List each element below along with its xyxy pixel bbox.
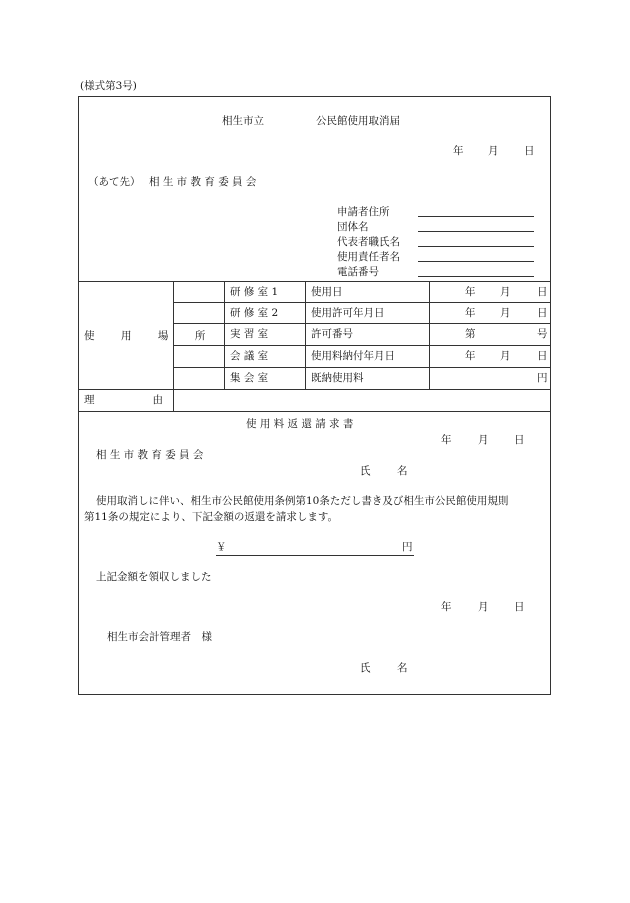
room-assembly[interactable]: 集 会 室 [230,372,269,384]
field-permit-number: 許可番号 [311,328,353,340]
addressee-prefix: （あて先） [88,176,141,188]
applicant-address-label: 申請者住所 [337,206,390,218]
refund-date-day: 日 [514,434,525,446]
permit-number-dai[interactable]: 第 [465,328,476,340]
permit-date-year[interactable]: 年 [465,307,476,319]
refund-date-month: 月 [478,434,489,446]
use-date-month[interactable]: 月 [500,286,511,298]
group-name-label: 団体名 [337,221,369,233]
date-month: 月 [488,145,499,157]
room-1[interactable]: 研 修 室 1 [230,286,279,298]
col-divider [305,281,306,389]
applicant-address-field[interactable] [418,216,534,217]
receipt-name-label: 氏 名 [360,662,419,674]
fee-paid-yen[interactable]: 円 [537,372,548,384]
representative-field[interactable] [418,246,534,247]
reason-bottom-border [78,411,551,412]
payment-date-year[interactable]: 年 [465,350,476,362]
responsible-person-field[interactable] [418,261,534,262]
permit-number-go[interactable]: 号 [537,328,548,340]
title-doc: 公民館使用取消届 [316,115,400,127]
row-divider [173,302,551,303]
title-city: 相生市立 [222,115,264,127]
refund-addressee: 相 生 市 教 育 委 員 会 [96,449,204,461]
receipt-date-year: 年 [441,601,452,613]
date-day: 日 [524,145,535,157]
col-divider [224,281,225,389]
field-use-date: 使用日 [311,286,343,298]
row-divider [173,367,551,368]
field-payment-date: 使用料納付年月日 [311,350,395,362]
row-divider [173,345,551,346]
payment-date-month[interactable]: 月 [500,350,511,362]
row-divider [173,323,551,324]
amount-field[interactable] [216,555,414,556]
use-date-year[interactable]: 年 [465,286,476,298]
permit-date-month[interactable]: 月 [500,307,511,319]
receipt-addressee: 相生市会計管理者 様 [107,631,212,643]
reason-field[interactable] [174,390,550,410]
addressee-name: 相 生 市 教 育 委 員 会 [149,176,257,188]
representative-label: 代表者職氏名 [337,236,400,248]
form-number: (様式第3号) [80,80,137,92]
receipt-date-month: 月 [478,601,489,613]
date-year: 年 [453,145,464,157]
amount-yen-sign: ￥ [216,541,227,553]
refund-name-label: 氏 名 [360,465,419,477]
refund-body-line2: 第11条の規定により、下記金額の返還を請求します。 [84,511,339,523]
refund-title: 使 用 料 返 還 請 求 書 [246,418,354,430]
refund-body-line1: 使用取消しに伴い、相生市公民館使用条例第10条ただし書き及び相生市公民館使用規則 [96,495,509,507]
group-name-field[interactable] [418,231,534,232]
room-meeting[interactable]: 会 議 室 [230,350,269,362]
receipt-statement: 上記金額を領収しました [96,571,212,583]
use-date-day[interactable]: 日 [537,286,548,298]
col-divider [429,281,430,389]
payment-date-day[interactable]: 日 [537,350,548,362]
responsible-person-label: 使用責任者名 [337,251,400,263]
permit-date-day[interactable]: 日 [537,307,548,319]
phone-field[interactable] [418,276,534,277]
receipt-date-day: 日 [514,601,525,613]
reason-label: 理 由 [84,394,191,406]
room-practice[interactable]: 実 習 室 [230,328,269,340]
field-fee-paid: 既納使用料 [311,372,364,384]
phone-label: 電話番号 [337,266,379,278]
room-2[interactable]: 研 修 室 2 [230,307,279,319]
field-permit-date: 使用許可年月日 [311,307,385,319]
table-top-border [78,281,551,282]
refund-date-year: 年 [441,434,452,446]
place-label: 使 用 場 所 [84,330,217,342]
amount-yen-unit: 円 [402,541,413,553]
